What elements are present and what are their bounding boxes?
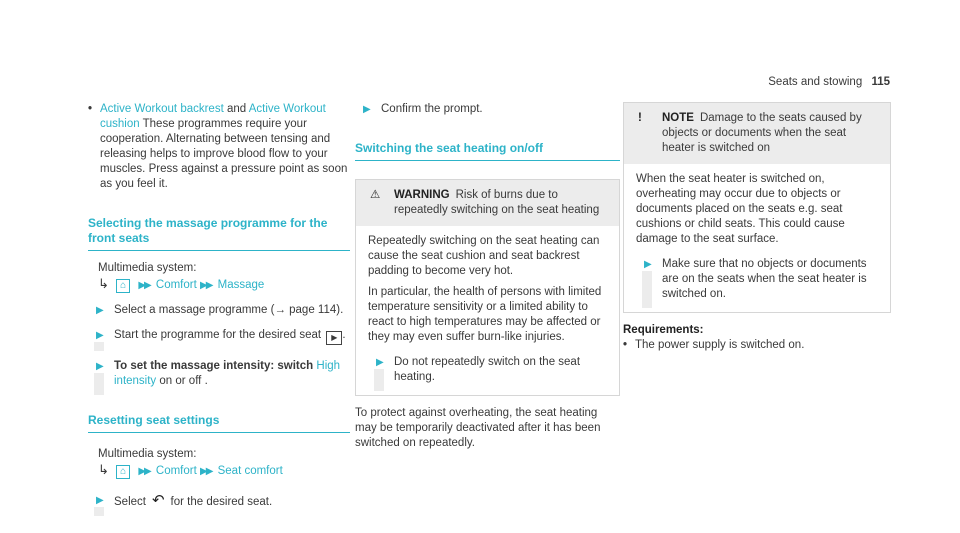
back-arrow-icon: ↶ [151,492,165,509]
overheating-note: To protect against overheating, the seat heating may be temporarily deactivated after it has been switched on repeatedly. [355,407,601,449]
step-confirm [355,102,620,117]
note-paragraph: When the seat heater is switched on, overheating may occur due to objects or documents placed on the seats e.g. seat cushions or child seats. This could cause damage to the seat surface. [636,173,845,245]
bullet-icon: • [623,339,628,351]
requirement-item [623,338,891,353]
step-text: Select [114,496,146,508]
step-text: Select a massage programme ( [114,304,275,316]
path-comfort[interactable]: Comfort [155,279,197,291]
requirements-title: Requirements: [623,324,704,336]
path-seat-comfort[interactable]: Seat comfort [217,465,283,477]
step-massage-intensity [88,359,350,389]
step-arrow-icon: ▶ [644,259,652,270]
step-select-reset [88,493,350,510]
conjunction-text: and [226,103,247,115]
bullet-icon: • [88,103,93,115]
page-ref-arrow-icon: → [274,304,286,316]
step-text: Do not repeatedly switch on the seat heating. [394,356,581,383]
header-section: Seats and stowing [768,76,863,88]
requirement-text: The power supply is switched on. [635,339,805,351]
section-title-reset: Resetting seat settings [88,413,350,433]
step-arrow-icon: ▶ [96,361,104,372]
warning-title: Risk of burns due to repeatedly switching on the seat heating [394,189,600,216]
section-title-massage: Selecting the massage programme for the front seats [88,216,350,251]
page-reference[interactable]: page 114 [289,304,337,316]
path-massage[interactable]: Massage [217,279,265,291]
note-title: Damage to the seats caused by objects or documents when the seat heater is switched on [662,112,862,154]
step-arrow-icon: ▶ [96,495,104,506]
step-bar [94,373,104,395]
link-active-workout-cushion[interactable]: Active Workout cushion [100,103,326,130]
page-number: 115 [871,76,890,88]
massage-menu-path [88,276,350,293]
column-left [88,102,350,510]
warning-icon: ⚠ [370,189,381,201]
step-text-bold: To set the massage intensity: switch [114,360,314,372]
step-bar [94,342,104,351]
massage-system-label: Multimedia system: [98,262,197,274]
link-high-intensity[interactable]: High intensity [114,360,341,387]
link-active-workout-backrest[interactable]: Active Workout backrest [100,103,224,115]
warning-paragraph-2: In particular, the health of persons with limited temperature sensitivity or a limited ability to react to high temperatures may be affected or they may even suffer burn-like injuries. [368,286,602,343]
step-text-end: on or off . [159,375,208,387]
note-step [636,257,878,302]
column-right [623,102,891,353]
path-comfort[interactable]: Comfort [155,465,197,477]
step-bar [94,507,104,516]
exclamation-icon: ! [638,112,642,124]
chevron-right-icon: ▶▶ [200,466,212,477]
chevron-right-icon: ▶▶ [138,466,150,477]
step-text: Start the programme for the desired seat [114,329,322,341]
warning-label: WARNING [394,189,450,201]
path-arrow-icon: ↳ [98,462,109,477]
step-arrow-icon: ▶ [376,357,384,368]
list-item-active-workout [88,102,350,192]
step-arrow-icon: ▶ [96,305,104,316]
step-text: Make sure that no objects or documents are on the seats when the seat heater is switched on. [662,258,867,300]
note-header [624,103,890,164]
note-box [623,102,891,313]
warning-header [356,180,619,226]
reset-menu-path [88,462,350,479]
step-select-programme [88,303,350,318]
column-middle [355,102,620,451]
step-bar [642,271,652,308]
warning-paragraph-1: Repeatedly switching on the seat heating can cause the seat cushion and seat backrest padding to become very hot. [368,235,600,277]
step-text-end: for the desired seat. [170,496,273,508]
step-text-end: ). [336,304,344,316]
warning-box [355,179,620,396]
step-text: Confirm the prompt. [381,103,483,115]
path-arrow-icon: ↳ [98,276,109,291]
home-icon: ⌂ [116,465,130,479]
step-arrow-icon: ▶ [96,330,104,341]
note-label: NOTE [662,112,694,124]
workout-description: These programmes require your cooperation. Alternating between tensing and releasing helps to improve blood flow to your muscles. Press against a pressure point as soon as you feel it. [100,118,348,190]
home-icon: ⌂ [116,279,130,293]
chevron-right-icon: ▶▶ [138,280,150,291]
step-text-end: . [342,329,346,341]
step-bar [374,369,384,391]
warning-step [368,355,607,385]
chevron-right-icon: ▶▶ [200,280,212,291]
step-arrow-icon: ▶ [363,104,371,115]
play-icon: ▶ [326,331,342,345]
section-title-seat-heating: Switching the seat heating on/off [355,141,620,161]
reset-system-label: Multimedia system: [98,448,197,460]
page-header [768,75,890,90]
step-start-programme [88,328,350,345]
